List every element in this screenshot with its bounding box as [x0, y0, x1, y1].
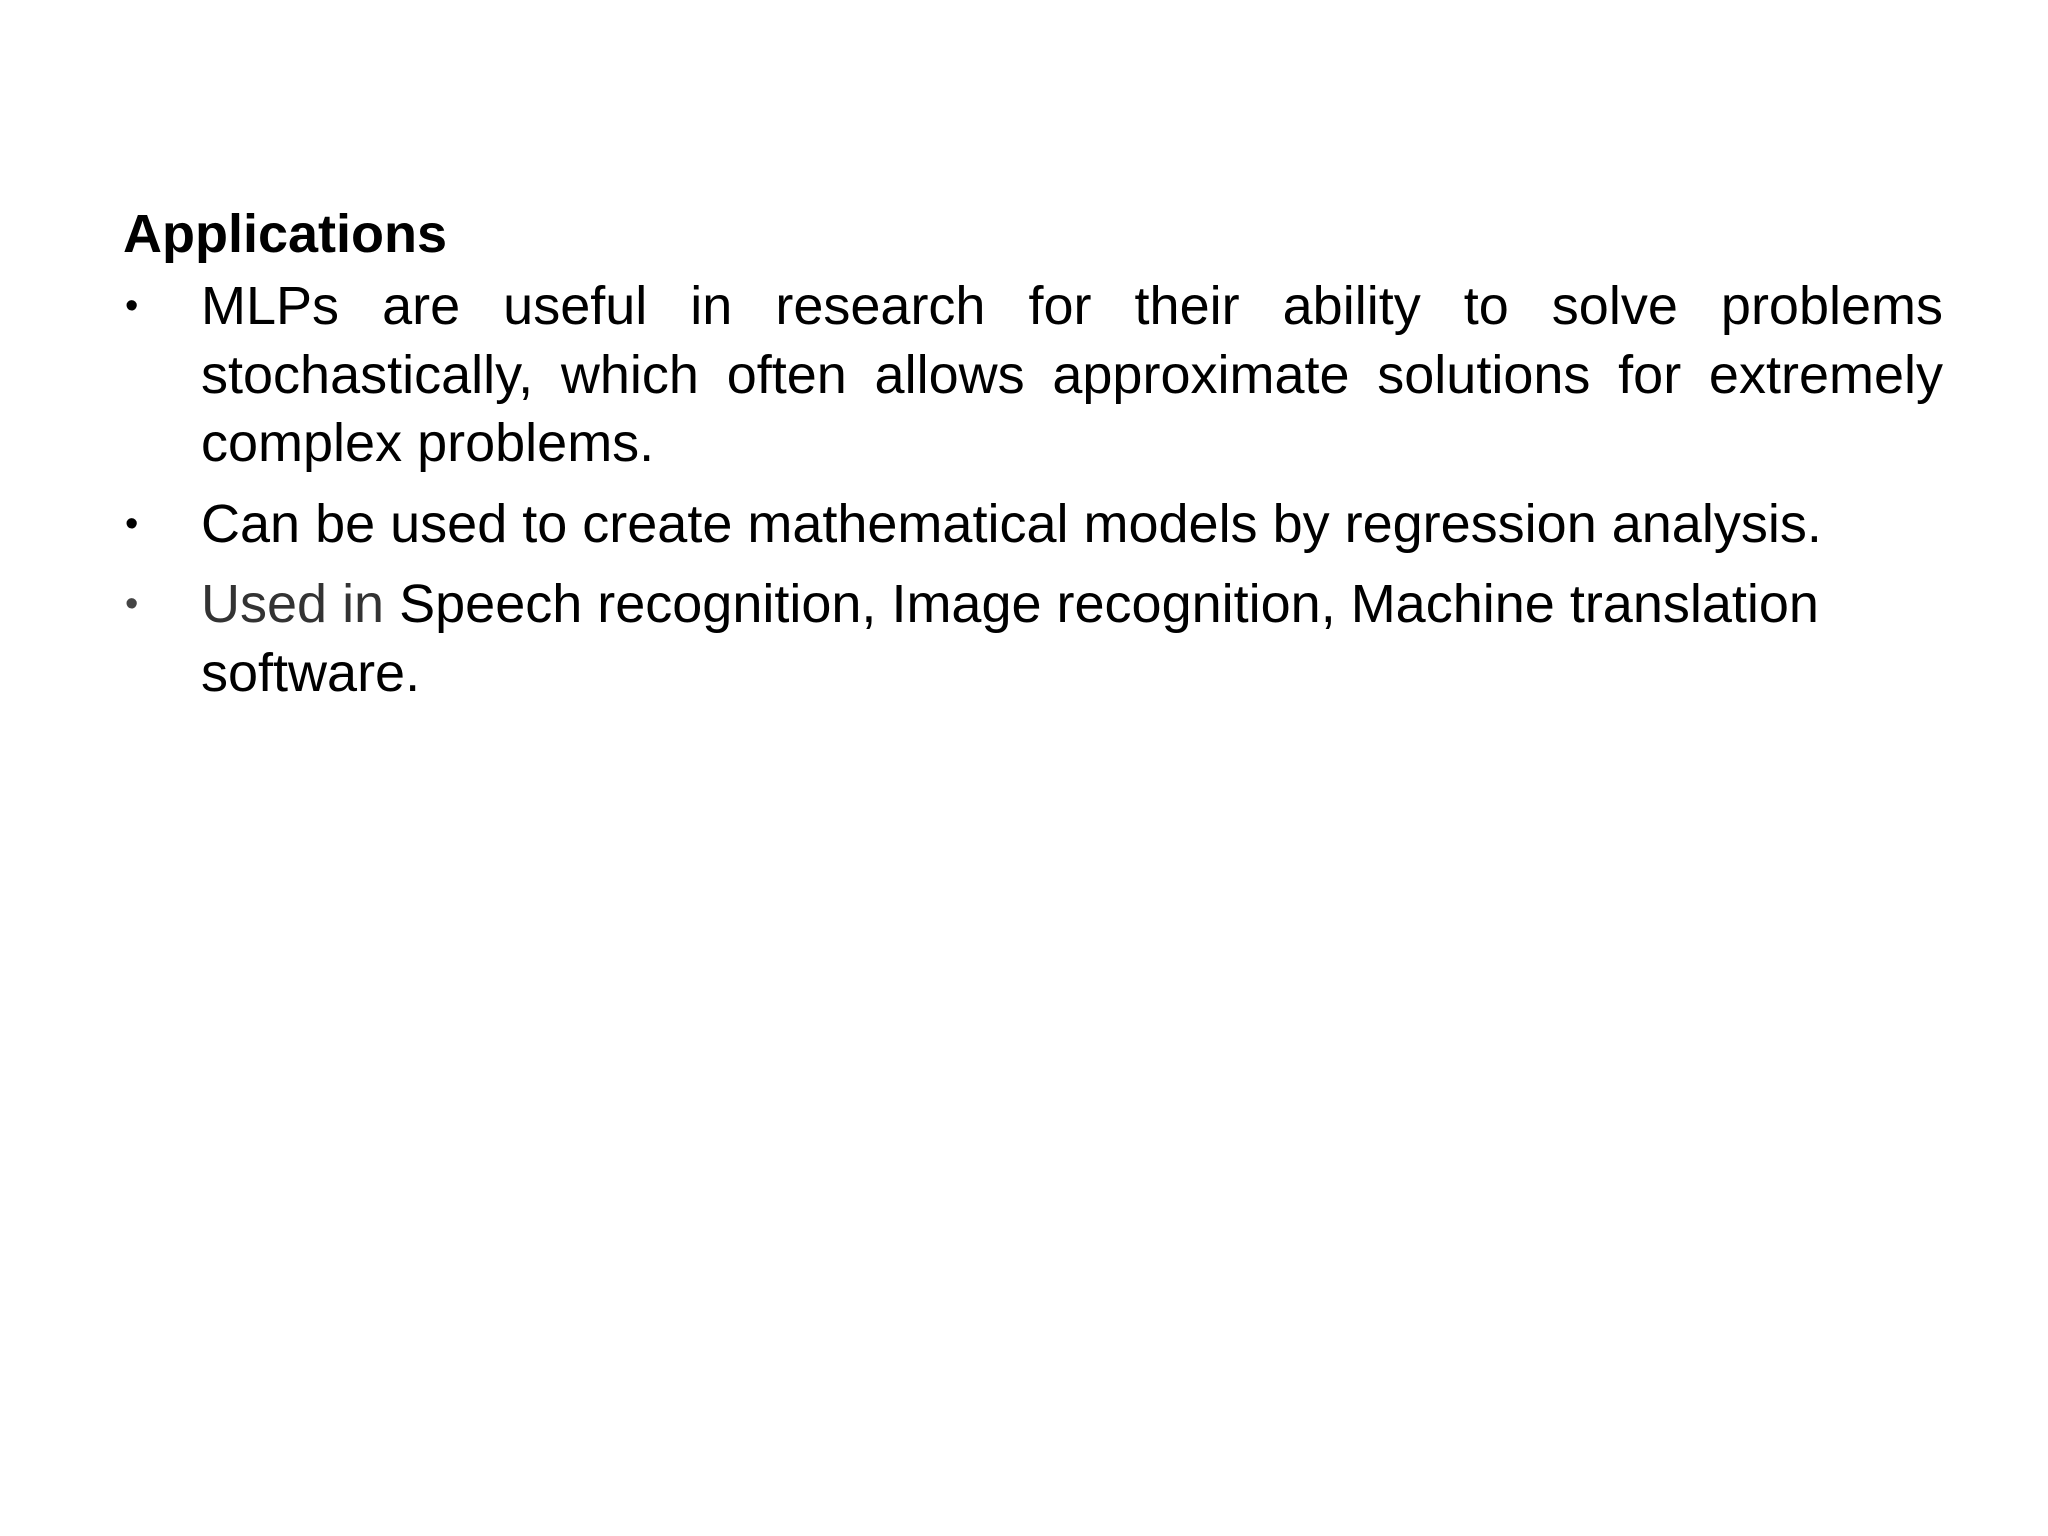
bullet-text-faded: Used in — [201, 574, 400, 634]
bullet-icon: • — [125, 583, 139, 625]
bullet-icon: • — [125, 285, 139, 327]
slide-content — [123, 196, 1943, 707]
bullet-item — [123, 272, 1943, 478]
bullet-text: Can be used to create mathematical models by regression analysis. — [201, 493, 1822, 554]
bullet-icon: • — [125, 502, 139, 545]
bullet-text-container — [201, 570, 1943, 707]
bullet-item — [123, 490, 1943, 559]
bullet-text: Speech recognition, Image recognition, Machine translation software. — [201, 574, 1819, 703]
bullet-list — [123, 272, 1943, 707]
slide-title: Applications — [123, 204, 448, 264]
bullet-text: MLPs are useful in research for their ability to solve problems stochastically, which often allows approximate solutions for extremely complex problems. — [201, 276, 1943, 473]
bullet-item — [123, 570, 1943, 707]
